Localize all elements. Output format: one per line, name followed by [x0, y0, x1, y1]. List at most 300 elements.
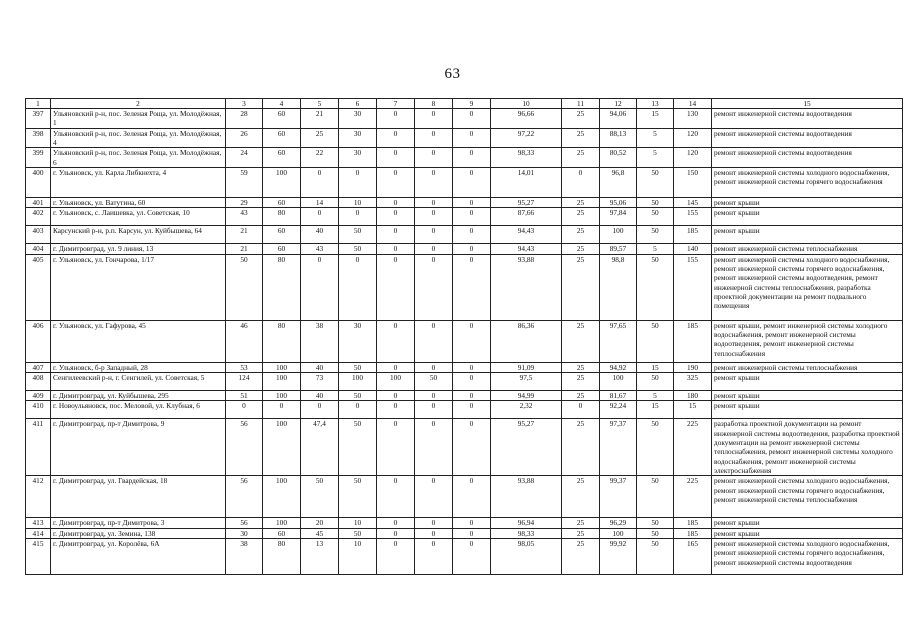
criterion-value-cell: 80 [263, 538, 301, 574]
criterion-value-cell: 0 [301, 208, 339, 226]
criterion-value-cell: 97,84 [600, 208, 637, 226]
row-number-cell: 401 [26, 197, 51, 207]
criterion-value-cell: 28 [226, 109, 263, 129]
table-row [26, 362, 903, 372]
criterion-value-cell: 130 [674, 109, 712, 129]
criterion-value-cell: 0 [301, 401, 339, 419]
criterion-value-cell: 21 [226, 226, 263, 244]
criterion-value-cell: 25 [562, 419, 600, 476]
criterion-value-cell: 25 [301, 128, 339, 148]
criterion-value-cell: 26 [226, 128, 263, 148]
criterion-value-cell: 50 [339, 390, 377, 400]
table-row [26, 528, 903, 538]
criterion-value-cell: 0 [415, 208, 453, 226]
criterion-value-cell: 25 [562, 528, 600, 538]
criterion-value-cell: 60 [263, 528, 301, 538]
criterion-value-cell: 150 [674, 167, 712, 197]
column-number-header: 7 [377, 99, 415, 109]
criterion-value-cell: 25 [562, 476, 600, 518]
criterion-value-cell: 60 [263, 109, 301, 129]
criterion-value-cell: 93,88 [491, 254, 562, 320]
criterion-value-cell: 0 [453, 226, 491, 244]
criterion-value-cell: 50 [637, 476, 674, 518]
criterion-value-cell: 50 [339, 419, 377, 476]
criterion-value-cell: 40 [301, 226, 339, 244]
criterion-value-cell: 0 [377, 362, 415, 372]
criterion-value-cell: 10 [339, 197, 377, 207]
works-description-cell: ремонт инженерной системы теплоснабжения [712, 244, 903, 254]
criterion-value-cell: 0 [453, 109, 491, 129]
criterion-value-cell: 0 [377, 528, 415, 538]
criterion-value-cell: 21 [226, 244, 263, 254]
criterion-value-cell: 0 [453, 208, 491, 226]
criterion-value-cell: 80 [263, 320, 301, 362]
criterion-value-cell: 13 [301, 538, 339, 574]
criterion-value-cell: 0 [562, 401, 600, 419]
criterion-value-cell: 50 [637, 528, 674, 538]
criterion-value-cell: 0 [339, 167, 377, 197]
column-number-header: 9 [453, 99, 491, 109]
table-row [26, 390, 903, 400]
column-number-header: 12 [600, 99, 637, 109]
criterion-value-cell: 0 [377, 226, 415, 244]
table-row [26, 419, 903, 476]
criterion-value-cell: 38 [301, 320, 339, 362]
criterion-value-cell: 0 [415, 167, 453, 197]
criterion-value-cell: 50 [339, 226, 377, 244]
criterion-value-cell: 0 [453, 476, 491, 518]
criterion-value-cell: 50 [226, 254, 263, 320]
criterion-value-cell: 325 [674, 372, 712, 390]
criterion-value-cell: 140 [674, 244, 712, 254]
criterion-value-cell: 20 [301, 518, 339, 528]
criterion-value-cell: 0 [415, 254, 453, 320]
criterion-value-cell: 10 [339, 518, 377, 528]
address-cell: г. Ульяновск, ул. Ватутина, 60 [51, 197, 226, 207]
criterion-value-cell: 15 [674, 401, 712, 419]
works-description-cell: ремонт инженерной системы водоотведения [712, 109, 903, 129]
column-number-header: 15 [712, 99, 903, 109]
criterion-value-cell: 100 [600, 372, 637, 390]
criterion-value-cell: 100 [263, 419, 301, 476]
criterion-value-cell: 80 [263, 208, 301, 226]
table-row [26, 226, 903, 244]
column-number-header: 8 [415, 99, 453, 109]
criterion-value-cell: 98,05 [491, 538, 562, 574]
criterion-value-cell: 0 [339, 208, 377, 226]
works-description-cell: ремонт крыши [712, 208, 903, 226]
criterion-value-cell: 60 [263, 148, 301, 168]
criterion-value-cell: 185 [674, 226, 712, 244]
works-description-cell: ремонт инженерной системы теплоснабжения [712, 362, 903, 372]
criterion-value-cell: 100 [263, 167, 301, 197]
criterion-value-cell: 155 [674, 208, 712, 226]
works-description-cell: ремонт крыши [712, 372, 903, 390]
criterion-value-cell: 80,52 [600, 148, 637, 168]
column-number-header: 1 [26, 99, 51, 109]
criterion-value-cell: 88,13 [600, 128, 637, 148]
criterion-value-cell: 225 [674, 476, 712, 518]
criterion-value-cell: 0 [453, 372, 491, 390]
criterion-value-cell: 0 [415, 362, 453, 372]
criterion-value-cell: 0 [453, 401, 491, 419]
column-number-header: 3 [226, 99, 263, 109]
criterion-value-cell: 0 [226, 401, 263, 419]
criterion-value-cell: 15 [637, 109, 674, 129]
criterion-value-cell: 25 [562, 254, 600, 320]
criterion-value-cell: 5 [637, 390, 674, 400]
works-description-cell: ремонт крыши [712, 226, 903, 244]
criterion-value-cell: 2,32 [491, 401, 562, 419]
row-number-cell: 398 [26, 128, 51, 148]
criterion-value-cell: 0 [377, 109, 415, 129]
table-row [26, 476, 903, 518]
address-cell: Сенгилеевский р-н, г. Сенгилей, ул. Советская, 5 [51, 372, 226, 390]
criterion-value-cell: 0 [377, 419, 415, 476]
criterion-value-cell: 30 [226, 528, 263, 538]
criterion-value-cell: 25 [562, 226, 600, 244]
criterion-value-cell: 50 [637, 197, 674, 207]
criterion-value-cell: 97,22 [491, 128, 562, 148]
address-cell: г. Ульяновск, б-р Западный, 28 [51, 362, 226, 372]
criterion-value-cell: 0 [263, 401, 301, 419]
criterion-value-cell: 0 [453, 419, 491, 476]
criterion-value-cell: 22 [301, 148, 339, 168]
criterion-value-cell: 0 [453, 362, 491, 372]
address-cell: Ульяновский р-н, пос. Зеленая Роща, ул. Молодёжная, 6 [51, 148, 226, 168]
criterion-value-cell: 100 [263, 476, 301, 518]
criterion-value-cell: 14,01 [491, 167, 562, 197]
criterion-value-cell: 100 [263, 518, 301, 528]
table-row [26, 109, 903, 129]
criterion-value-cell: 46 [226, 320, 263, 362]
page-number: 63 [444, 66, 461, 82]
criterion-value-cell: 100 [263, 390, 301, 400]
criterion-value-cell: 89,57 [600, 244, 637, 254]
address-cell: г. Димитровград, ул. Куйбышева, 295 [51, 390, 226, 400]
address-cell: г. Ульяновск, с. Лаишевка, ул. Советская, 10 [51, 208, 226, 226]
address-cell: г. Ульяновск, ул. Гафурова, 45 [51, 320, 226, 362]
address-cell: г. Димитровград, пр-т Димитрова, 3 [51, 518, 226, 528]
column-number-header: 14 [674, 99, 712, 109]
criterion-value-cell: 0 [415, 419, 453, 476]
works-description-cell: ремонт инженерной системы холодного водоснабжения, ремонт инженерной системы горячего водоснабжения, ремонт инженерной системы водоотведения, ремонт инженерной системы теплоснабжения, разработка проектной документации на ремонт подвального помещения [712, 254, 903, 320]
table-row [26, 128, 903, 148]
criterion-value-cell: 97,65 [600, 320, 637, 362]
works-description-cell: ремонт крыши [712, 528, 903, 538]
criterion-value-cell: 50 [637, 320, 674, 362]
column-number-header: 5 [301, 99, 339, 109]
criterion-value-cell: 92,24 [600, 401, 637, 419]
works-description-cell: ремонт инженерной системы холодного водоснабжения, ремонт инженерной системы горячего водоснабжения, ремонт инженерной системы теплоснабжения [712, 476, 903, 518]
column-number-header: 4 [263, 99, 301, 109]
criterion-value-cell: 0 [453, 244, 491, 254]
column-number-header: 6 [339, 99, 377, 109]
criterion-value-cell: 25 [562, 197, 600, 207]
criterion-value-cell: 0 [415, 128, 453, 148]
criterion-value-cell: 96,8 [600, 167, 637, 197]
address-cell: Карсунский р-н, р.п. Карсун, ул. Куйбышева, 64 [51, 226, 226, 244]
criterion-value-cell: 0 [453, 390, 491, 400]
criterion-value-cell: 50 [339, 362, 377, 372]
column-number-header: 10 [491, 99, 562, 109]
criterion-value-cell: 0 [377, 148, 415, 168]
criterion-value-cell: 99,37 [600, 476, 637, 518]
criterion-value-cell: 100 [339, 372, 377, 390]
criterion-value-cell: 99,92 [600, 538, 637, 574]
column-number-header: 11 [562, 99, 600, 109]
criterion-value-cell: 0 [377, 128, 415, 148]
criterion-value-cell: 30 [339, 148, 377, 168]
criterion-value-cell: 0 [453, 538, 491, 574]
criterion-value-cell: 180 [674, 390, 712, 400]
row-number-cell: 415 [26, 538, 51, 574]
criterion-value-cell: 91,09 [491, 362, 562, 372]
criterion-value-cell: 225 [674, 419, 712, 476]
row-number-cell: 397 [26, 109, 51, 129]
row-number-cell: 400 [26, 167, 51, 197]
criterion-value-cell: 73 [301, 372, 339, 390]
criterion-value-cell: 0 [415, 109, 453, 129]
row-number-cell: 409 [26, 390, 51, 400]
criterion-value-cell: 60 [263, 244, 301, 254]
criterion-value-cell: 155 [674, 254, 712, 320]
table-row [26, 208, 903, 226]
criterion-value-cell: 0 [377, 320, 415, 362]
criterion-value-cell: 94,92 [600, 362, 637, 372]
criterion-value-cell: 0 [453, 320, 491, 362]
criterion-value-cell: 95,06 [600, 197, 637, 207]
criterion-value-cell: 60 [263, 128, 301, 148]
criterion-value-cell: 97,5 [491, 372, 562, 390]
criterion-value-cell: 50 [637, 538, 674, 574]
criterion-value-cell: 120 [674, 148, 712, 168]
criterion-value-cell: 60 [263, 226, 301, 244]
criterion-value-cell: 25 [562, 128, 600, 148]
address-cell: г. Димитровград, пр-т Димитрова, 9 [51, 419, 226, 476]
criterion-value-cell: 60 [263, 197, 301, 207]
table-row [26, 148, 903, 168]
criterion-value-cell: 50 [339, 244, 377, 254]
criterion-value-cell: 50 [637, 518, 674, 528]
criterion-value-cell: 145 [674, 197, 712, 207]
criterion-value-cell: 25 [562, 244, 600, 254]
criterion-value-cell: 94,43 [491, 226, 562, 244]
criterion-value-cell: 98,33 [491, 528, 562, 538]
criterion-value-cell: 87,66 [491, 208, 562, 226]
address-cell: Ульяновский р-н, пос. Зеленая Роща, ул. Молодёжная, 1 [51, 109, 226, 129]
criterion-value-cell: 47,4 [301, 419, 339, 476]
address-cell: г. Димитровград, ул. Гвардейская, 18 [51, 476, 226, 518]
criterion-value-cell: 0 [415, 197, 453, 207]
repair-register-table [25, 98, 903, 575]
criterion-value-cell: 0 [301, 254, 339, 320]
criterion-value-cell: 50 [637, 226, 674, 244]
criterion-value-cell: 14 [301, 197, 339, 207]
criterion-value-cell: 0 [415, 244, 453, 254]
criterion-value-cell: 50 [415, 372, 453, 390]
address-cell: г. Новоульяновск, пос. Меловой, ул. Клубная, 6 [51, 401, 226, 419]
works-description-cell: ремонт крыши [712, 401, 903, 419]
criterion-value-cell: 24 [226, 148, 263, 168]
table-row [26, 197, 903, 207]
criterion-value-cell: 56 [226, 476, 263, 518]
criterion-value-cell: 100 [263, 362, 301, 372]
criterion-value-cell: 25 [562, 538, 600, 574]
column-number-header: 2 [51, 99, 226, 109]
criterion-value-cell: 0 [453, 528, 491, 538]
criterion-value-cell: 50 [339, 476, 377, 518]
table-row [26, 538, 903, 574]
criterion-value-cell: 0 [453, 148, 491, 168]
criterion-value-cell: 0 [415, 226, 453, 244]
address-cell: г. Ульяновск, ул. Карла Либкнехта, 4 [51, 167, 226, 197]
criterion-value-cell: 95,27 [491, 419, 562, 476]
criterion-value-cell: 96,66 [491, 109, 562, 129]
works-description-cell: ремонт инженерной системы холодного водоснабжения, ремонт инженерной системы горячего водоснабжения, ремонт инженерной системы водоотведения [712, 538, 903, 574]
column-number-header-row [26, 99, 903, 109]
criterion-value-cell: 80 [263, 254, 301, 320]
criterion-value-cell: 0 [377, 254, 415, 320]
criterion-value-cell: 43 [226, 208, 263, 226]
works-description-cell: ремонт крыши [712, 390, 903, 400]
criterion-value-cell: 25 [562, 320, 600, 362]
row-number-cell: 403 [26, 226, 51, 244]
criterion-value-cell: 50 [637, 254, 674, 320]
criterion-value-cell: 50 [637, 208, 674, 226]
works-description-cell: ремонт инженерной системы водоотведения [712, 148, 903, 168]
row-number-cell: 410 [26, 401, 51, 419]
criterion-value-cell: 0 [377, 538, 415, 574]
row-number-cell: 408 [26, 372, 51, 390]
address-cell: г. Димитровград, ул. Земина, 138 [51, 528, 226, 538]
criterion-value-cell: 0 [415, 390, 453, 400]
criterion-value-cell: 25 [562, 208, 600, 226]
criterion-value-cell: 0 [453, 128, 491, 148]
criterion-value-cell: 51 [226, 390, 263, 400]
row-number-cell: 406 [26, 320, 51, 362]
row-number-cell: 399 [26, 148, 51, 168]
criterion-value-cell: 100 [600, 226, 637, 244]
criterion-value-cell: 5 [637, 128, 674, 148]
criterion-value-cell: 50 [637, 372, 674, 390]
criterion-value-cell: 97,37 [600, 419, 637, 476]
criterion-value-cell: 120 [674, 128, 712, 148]
criterion-value-cell: 94,06 [600, 109, 637, 129]
table-row [26, 167, 903, 197]
criterion-value-cell: 100 [263, 372, 301, 390]
criterion-value-cell: 165 [674, 538, 712, 574]
criterion-value-cell: 5 [637, 148, 674, 168]
criterion-value-cell: 40 [301, 362, 339, 372]
row-number-cell: 407 [26, 362, 51, 372]
criterion-value-cell: 25 [562, 362, 600, 372]
row-number-cell: 402 [26, 208, 51, 226]
criterion-value-cell: 0 [415, 476, 453, 518]
criterion-value-cell: 95,27 [491, 197, 562, 207]
criterion-value-cell: 190 [674, 362, 712, 372]
criterion-value-cell: 45 [301, 528, 339, 538]
criterion-value-cell: 86,36 [491, 320, 562, 362]
table-row [26, 244, 903, 254]
works-description-cell: ремонт крыши [712, 518, 903, 528]
criterion-value-cell: 0 [301, 167, 339, 197]
criterion-value-cell: 40 [301, 390, 339, 400]
criterion-value-cell: 25 [562, 372, 600, 390]
criterion-value-cell: 98,33 [491, 148, 562, 168]
criterion-value-cell: 0 [453, 197, 491, 207]
address-cell: г. Димитровград, ул. Королёва, 6А [51, 538, 226, 574]
criterion-value-cell: 50 [339, 528, 377, 538]
criterion-value-cell: 0 [377, 401, 415, 419]
row-number-cell: 404 [26, 244, 51, 254]
row-number-cell: 412 [26, 476, 51, 518]
works-description-cell: разработка проектной документации на ремонт инженерной системы водоотведения, разработка проектной документации на ремонт инженерной системы теплоснабжения, ремонт инженерной системы холодного водоснабжения, ремонт инженерной системы электроснабжения [712, 419, 903, 476]
table-row [26, 401, 903, 419]
criterion-value-cell: 94,43 [491, 244, 562, 254]
works-description-cell: ремонт крыши [712, 197, 903, 207]
criterion-value-cell: 38 [226, 538, 263, 574]
criterion-value-cell: 0 [377, 518, 415, 528]
criterion-value-cell: 10 [339, 538, 377, 574]
criterion-value-cell: 59 [226, 167, 263, 197]
criterion-value-cell: 96,94 [491, 518, 562, 528]
row-number-cell: 405 [26, 254, 51, 320]
criterion-value-cell: 0 [415, 320, 453, 362]
address-cell: г. Ульяновск, ул. Гончарова, 1/17 [51, 254, 226, 320]
criterion-value-cell: 0 [377, 208, 415, 226]
criterion-value-cell: 50 [637, 167, 674, 197]
address-cell: г. Димитровград, ул. 9 линия, 13 [51, 244, 226, 254]
criterion-value-cell: 25 [562, 109, 600, 129]
criterion-value-cell: 98,8 [600, 254, 637, 320]
criterion-value-cell: 5 [637, 244, 674, 254]
criterion-value-cell: 21 [301, 109, 339, 129]
criterion-value-cell: 56 [226, 518, 263, 528]
criterion-value-cell: 81,67 [600, 390, 637, 400]
criterion-value-cell: 185 [674, 320, 712, 362]
criterion-value-cell: 0 [453, 254, 491, 320]
criterion-value-cell: 93,88 [491, 476, 562, 518]
criterion-value-cell: 30 [339, 128, 377, 148]
criterion-value-cell: 0 [453, 518, 491, 528]
criterion-value-cell: 43 [301, 244, 339, 254]
criterion-value-cell: 56 [226, 419, 263, 476]
row-number-cell: 411 [26, 419, 51, 476]
criterion-value-cell: 15 [637, 401, 674, 419]
criterion-value-cell: 0 [415, 148, 453, 168]
works-description-cell: ремонт инженерной системы холодного водоснабжения, ремонт инженерной системы горячего водоснабжения [712, 167, 903, 197]
criterion-value-cell: 185 [674, 528, 712, 538]
criterion-value-cell: 25 [562, 518, 600, 528]
criterion-value-cell: 0 [377, 390, 415, 400]
criterion-value-cell: 124 [226, 372, 263, 390]
table-row [26, 254, 903, 320]
works-description-cell: ремонт инженерной системы водоотведения [712, 128, 903, 148]
criterion-value-cell: 25 [562, 390, 600, 400]
criterion-value-cell: 29 [226, 197, 263, 207]
criterion-value-cell: 53 [226, 362, 263, 372]
criterion-value-cell: 0 [415, 528, 453, 538]
criterion-value-cell: 0 [415, 401, 453, 419]
criterion-value-cell: 100 [600, 528, 637, 538]
criterion-value-cell: 0 [377, 197, 415, 207]
address-cell: Ульяновский р-н, пос. Зеленая Роща, ул. Молодёжная, 4 [51, 128, 226, 148]
criterion-value-cell: 50 [301, 476, 339, 518]
criterion-value-cell: 30 [339, 109, 377, 129]
criterion-value-cell: 0 [415, 518, 453, 528]
criterion-value-cell: 15 [637, 362, 674, 372]
